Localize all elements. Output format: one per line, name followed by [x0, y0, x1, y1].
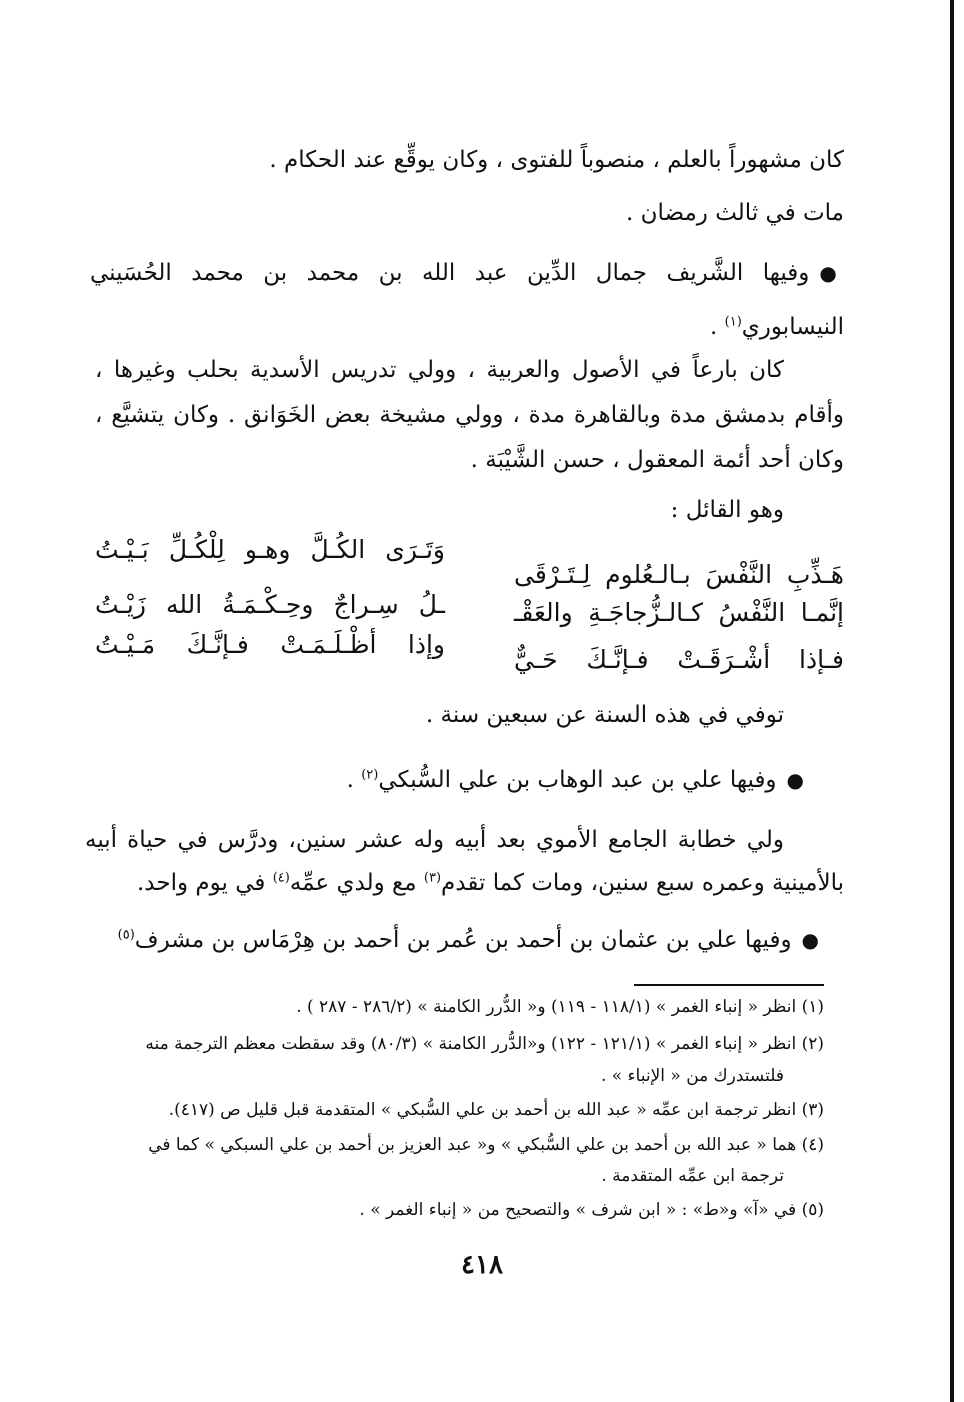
entry-3-heading-text: وفيها علي بن عثمان بن أحمد بن عُمر بن أحمد بن هِرْمَاس بن مشرف [134, 927, 792, 953]
bullet-icon: ● [786, 768, 804, 792]
body-line-6: وأقام بدمشق مدة وبالقاهرة مدة ، وولي مشيخة بعض الخَوَانق . وكان يتشيَّع ، [95, 402, 844, 428]
footnote-2: (٢) انظر « إنباء الغمر » (١٢١/١ - ١٢٢) و«الدُّرر الكامنة » (٨٠/٣) وقد سقطت معظم الترجمة منه [145, 1034, 824, 1054]
footnote-ref-2: (٢) [361, 767, 379, 783]
entry-1-nisba: النيسابوري [741, 314, 844, 340]
entry-1-heading-text: وفيها الشَّريف جمال الدِّين عبد الله بن محمد بن محمد الحُسَيني [90, 260, 810, 286]
entry-2-period: . [346, 767, 362, 793]
body-line-15-a: بالأمينية وعمره سبع سنين، ومات كما تقدم [441, 870, 844, 896]
page-number: ٤١٨ [461, 1250, 503, 1280]
footnote-ref-1: (١) [724, 314, 742, 330]
footnote-4-cont: ترجمة ابن عمِّه المتقدمة . [601, 1166, 784, 1186]
footnote-1: (١) انظر « إنباء الغمر » (١١٨/١ - ١١٩) و« الدُّرر الكامنة » (٢٨٦/٢ - ٢٨٧ ) . [296, 997, 824, 1017]
verse-2-right: إنَّمـا النَّفْسُ كـالـزُّجاجَـةِ والعَقْـ [514, 598, 844, 627]
footnote-5: (٥) في «آ» و«ط» : « ابن شرف » والتصحيح من « إنباء الغمر » . [359, 1200, 824, 1220]
body-line-5: كان بارعاً في الأصول والعربية ، وولي تدريس الأسدية بحلب وغيرها ، [95, 357, 784, 383]
body-line-14: ولي خطابة الجامع الأموي بعد أبيه وله عشر سنين، ودرَّس في حياة أبيه [85, 827, 784, 853]
body-line-1: كان مشهوراً بالعلم ، منصوباً للفتوى ، وكان يوقِّع عند الحكام . [269, 147, 844, 173]
body-line-15-c: في يوم واحد. [136, 870, 273, 896]
footnote-3: (٣) انظر ترجمة ابن عمِّه « عبد الله بن أحمد بن علي السُّبكي » المتقدمة قبل قليل ص (٤١٧). [168, 1100, 824, 1120]
body-line-2: مات في ثالث رمضان . [626, 200, 844, 226]
entry-2-heading-text: وفيها علي بن عبد الوهاب بن علي السُّبكي [378, 767, 777, 793]
verse-1-left: وَتَـرَى الكُـلَّ وهـو لِلْكُـلِّ بَـيْـتُ [95, 535, 445, 564]
verse-2-left: ـلُ سِـراجٌ وحِـكْـمَـةُ الله زَيْـتُ [95, 590, 445, 619]
body-line-7: وكان أحد أئمة المعقول ، حسن الشَّيْبَة . [470, 447, 844, 473]
footnote-ref-5: (٥) [117, 927, 135, 943]
body-line-15-b: مع ولدي عمِّه [289, 870, 424, 896]
footnote-ref-4: (٤) [272, 870, 290, 886]
footnote-ref-3: (٣) [423, 870, 442, 886]
entry-1-heading-cont [90, 312, 844, 342]
body-line-12: توفي في هذه السنة عن سبعين سنة . [425, 702, 784, 728]
verse-3-right: فـإذا أشْـرَقَـتْ فـإنَّـكَ حَـيٌّ [514, 645, 844, 674]
entry-1-period: . [710, 314, 725, 340]
verse-1-right: هَـذِّبِ النَّفْسَ بـالـعُلوم لِـتَـرْقَى [514, 560, 844, 589]
entry-2-heading [90, 765, 804, 795]
page-edge-line [950, 0, 954, 1402]
entry-1-heading [90, 258, 849, 288]
entry-3-heading [85, 925, 819, 955]
bullet-icon: ● [801, 928, 819, 952]
footnote-2-cont: فلتستدرك من « الإنباء » . [600, 1066, 784, 1086]
footnote-4: (٤) هما « عبد الله بن أحمد بن علي السُّبكي » و« عبد العزيز بن أحمد بن علي السبكي » كما في [148, 1135, 824, 1155]
body-line-15 [85, 868, 844, 898]
body-line-8: وهو القائل : [670, 497, 784, 523]
bullet-icon: ● [819, 261, 849, 285]
footnote-separator [634, 984, 824, 986]
verse-3-left: وإذا أظْـلَـمَـتْ فـإنَّـكَ مَـيْـتُ [95, 630, 445, 659]
